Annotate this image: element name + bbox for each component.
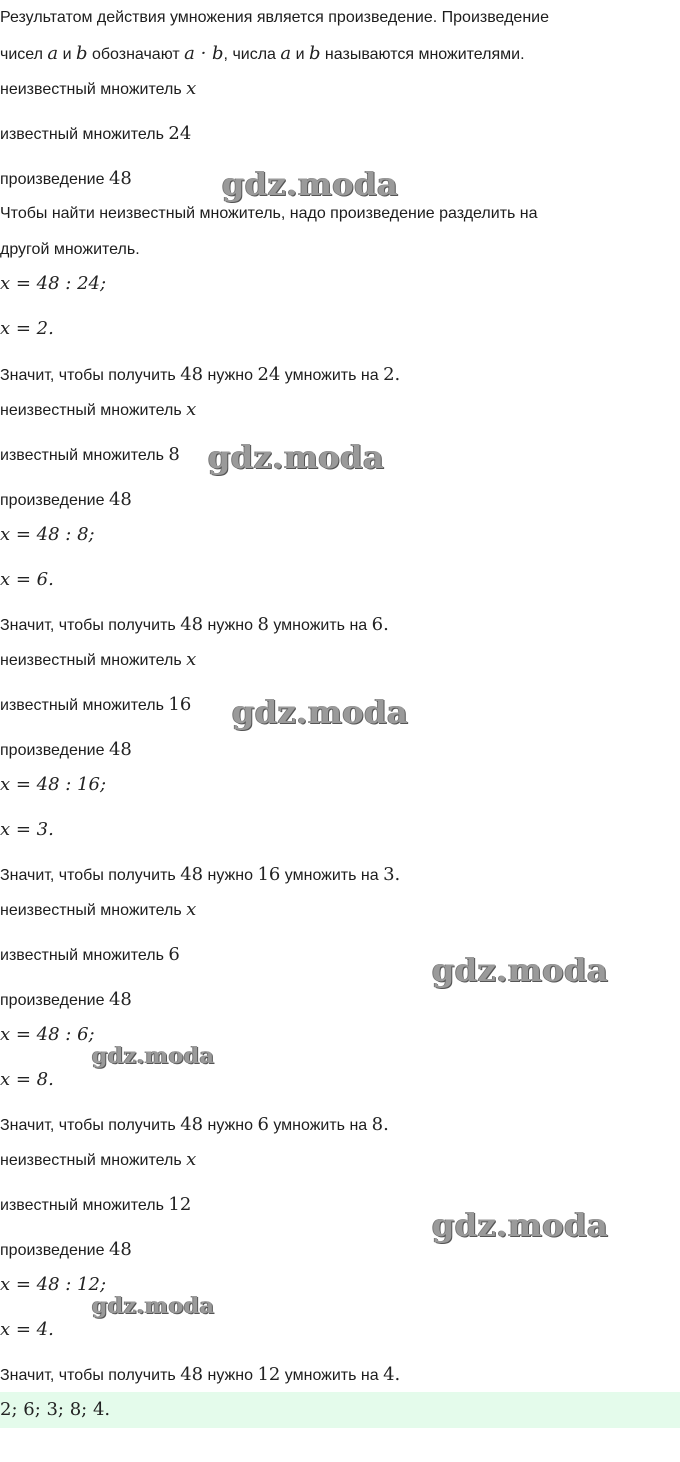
watermark: gdz.moda — [92, 1043, 215, 1069]
unknown-factor-line: неизвестный множитель x — [0, 399, 197, 420]
rule-line-2: другой множитель. — [0, 241, 140, 258]
known-factor-line: известный множитель 16 — [0, 694, 192, 715]
equation-result: x = 6. — [0, 569, 54, 590]
expr-ab: a · b — [184, 43, 224, 64]
equation-division: x = 48 : 24; — [0, 273, 107, 294]
product-line: произведение 48 — [0, 489, 132, 510]
equation-division: x = 48 : 6; — [0, 1024, 95, 1045]
unknown-factor-line: неизвестный множитель x — [0, 649, 197, 670]
intro-line-2: чисел a и b обозначают a · b, числа a и b называются множителями. — [0, 43, 525, 64]
unknown-factor-line: неизвестный множитель x — [0, 78, 197, 99]
product-line: произведение 48 — [0, 1239, 132, 1260]
watermark: gdz.moda — [232, 693, 409, 731]
watermark: gdz.moda — [432, 1206, 609, 1244]
product-line: произведение 48 — [0, 739, 132, 760]
conclusion-line: Значит, чтобы получить 48 нужно 16 умножить на 3. — [0, 864, 401, 885]
watermark: gdz.moda — [208, 438, 385, 476]
equation-division: x = 48 : 16; — [0, 774, 107, 795]
equation-division: x = 48 : 12; — [0, 1274, 107, 1295]
equation-result: x = 2. — [0, 318, 54, 339]
product-line: произведение 48 — [0, 168, 132, 189]
conclusion-line: Значит, чтобы получить 48 нужно 8 умножить на 6. — [0, 614, 389, 635]
conclusion-line: Значит, чтобы получить 48 нужно 12 умножить на 4. — [0, 1364, 401, 1385]
equation-result: x = 3. — [0, 819, 54, 840]
answer-text: 2; 6; 3; 8; 4. — [0, 1399, 111, 1420]
equation-result: x = 8. — [0, 1069, 54, 1090]
watermark: gdz.moda — [432, 951, 609, 989]
var-b: b — [75, 43, 88, 64]
product-line: произведение 48 — [0, 989, 132, 1010]
var-a: a — [280, 43, 292, 64]
unknown-factor-line: неизвестный множитель x — [0, 899, 197, 920]
known-factor-line: известный множитель 24 — [0, 123, 192, 144]
conclusion-line: Значит, чтобы получить 48 нужно 24 умножить на 2. — [0, 364, 401, 385]
rule-line-1: Чтобы найти неизвестный множитель, надо произведение разделить на — [0, 205, 538, 222]
equation-result: x = 4. — [0, 1319, 54, 1340]
var-a: a — [47, 43, 59, 64]
watermark: gdz.moda — [222, 165, 399, 203]
conclusion-line: Значит, чтобы получить 48 нужно 6 умножить на 8. — [0, 1114, 389, 1135]
equation-division: x = 48 : 8; — [0, 524, 95, 545]
known-factor-line: известный множитель 6 — [0, 944, 180, 965]
var-b: b — [308, 43, 321, 64]
watermark: gdz.moda — [92, 1293, 215, 1319]
known-factor-line: известный множитель 8 — [0, 444, 180, 465]
unknown-factor-line: неизвестный множитель x — [0, 1149, 197, 1170]
known-factor-line: известный множитель 12 — [0, 1194, 192, 1215]
intro-line-1: Результатом действия умножения является произведение. Произведение — [0, 9, 549, 26]
